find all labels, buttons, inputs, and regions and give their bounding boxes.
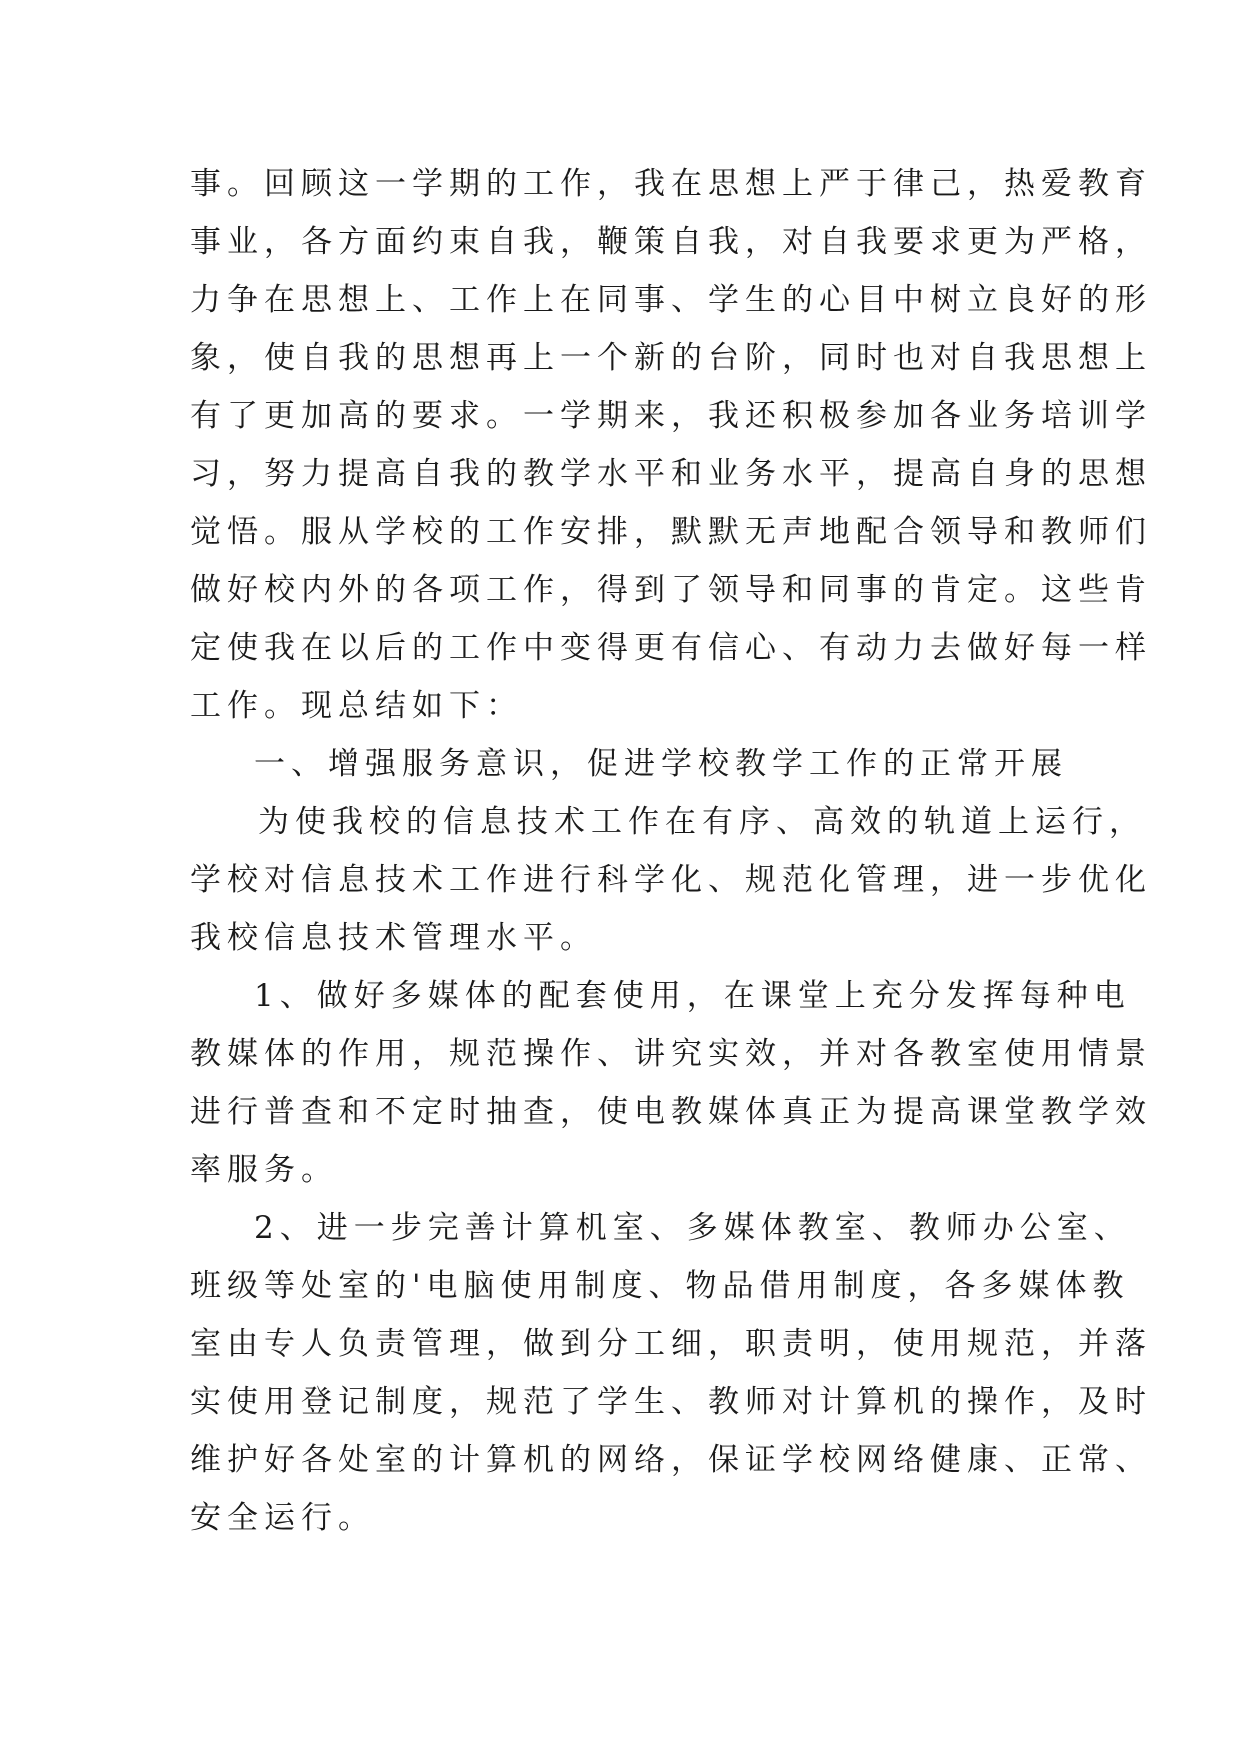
text-line: 安全运行。 (190, 1500, 375, 1536)
text-line: 觉悟。服从学校的工作安排，默默无声地配合领导和教师们 (190, 514, 1152, 550)
text-line: 做好校内外的各项工作，得到了领导和同事的肯定。这些肯 (190, 572, 1152, 608)
text-line: 2、进一步完善计算机室、多媒体教室、教师办公室、 (254, 1210, 1131, 1246)
text-line: 工作。现总结如下： (190, 688, 523, 724)
text-line: 进行普查和不定时抽查，使电教媒体真正为提高课堂教学效 (190, 1094, 1152, 1130)
text-line: 室由专人负责管理，做到分工细，职责明，使用规范，并落 (190, 1326, 1152, 1362)
text-line: 定使我在以后的工作中变得更有信心、有动力去做好每一样 (190, 630, 1152, 666)
text-line: 率服务。 (190, 1152, 338, 1188)
text-line: 习，努力提高自我的教学水平和业务水平，提高自身的思想 (190, 456, 1152, 492)
text-line: 力争在思想上、工作上在同事、学生的心目中树立良好的形 (190, 282, 1152, 318)
text-line: 我校信息技术管理水平。 (190, 920, 597, 956)
text-line: 班级等处室的'电脑使用制度、物品借用制度，各多媒体教 (190, 1268, 1130, 1304)
text-line: 事。回顾这一学期的工作，我在思想上严于律己，热爱教育 (190, 166, 1152, 202)
text-line: 事业，各方面约束自我，鞭策自我，对自我要求更为严格， (190, 224, 1152, 260)
text-line: 学校对信息技术工作进行科学化、规范化管理，进一步优化 (190, 862, 1152, 898)
text-line: 维护好各处室的计算机的网络，保证学校网络健康、正常、 (190, 1442, 1152, 1478)
text-line: 象，使自我的思想再上一个新的台阶，同时也对自我思想上 (190, 340, 1152, 376)
text-line: 有了更加高的要求。一学期来，我还积极参加各业务培训学 (190, 398, 1152, 434)
text-line: 为使我校的信息技术工作在有序、高效的轨道上运行， (258, 804, 1146, 840)
section-heading: 一、增强服务意识，促进学校教学工作的正常开展 (254, 746, 1068, 782)
text-line: 教媒体的作用，规范操作、讲究实效，并对各教室使用情景 (190, 1036, 1152, 1072)
text-line: 实使用登记制度，规范了学生、教师对计算机的操作，及时 (190, 1384, 1152, 1420)
text-line: 1、做好多媒体的配套使用，在课堂上充分发挥每种电 (254, 978, 1131, 1014)
